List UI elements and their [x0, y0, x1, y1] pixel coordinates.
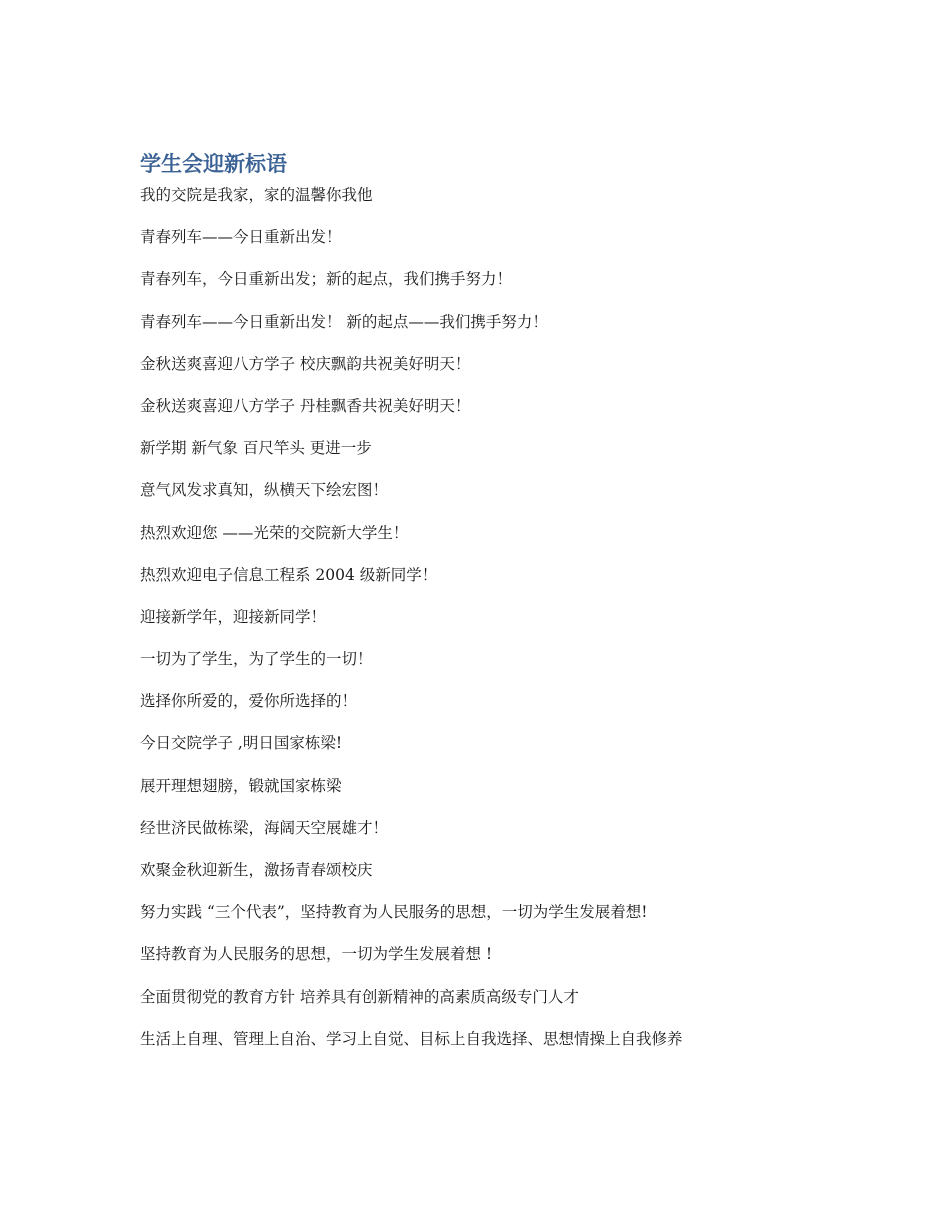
- slogan-line: 青春列车——今日重新出发！ 新的起点——我们携手努力！: [140, 312, 548, 331]
- slogan-list: [140, 181, 900, 1067]
- slogan-line: 迎接新学年，迎接新同学！: [140, 607, 327, 626]
- slogan-line: 金秋送爽喜迎八方学子 校庆飘韵共祝美好明天！: [140, 354, 471, 373]
- slogan-line: 欢聚金秋迎新生，激扬青春颂校庆: [140, 861, 373, 879]
- slogan-line: 坚持教育为人民服务的思想，一切为学生发展着想 !: [140, 945, 493, 964]
- slogan-line: 一切为了学生，为了学生的一切！: [140, 650, 373, 669]
- slogan-line: 选择你所爱的，爱你所选择的！: [140, 692, 358, 711]
- slogan-line: 努力实践 “三个代表”，坚持教育为人民服务的思想，一切为学生发展着想!: [140, 903, 648, 922]
- slogan-line: 意气风发求真知，纵横天下绘宏图！: [140, 481, 389, 500]
- slogan-line: 今日交院学子 ,明日国家栋梁!: [140, 734, 343, 753]
- slogan-line: 热烈欢迎您 ——光荣的交院新大学生！: [140, 523, 409, 542]
- slogan-line: 全面贯彻党的教育方针 培养具有创新精神的高素质高级专门人才: [140, 987, 579, 1006]
- slogan-line: 生活上自理、管理上自治、学习上自觉、目标上自我选择、思想情操上自我修养: [140, 1029, 683, 1048]
- slogan-line: 热烈欢迎电子信息工程系 2004 级新同学！: [140, 565, 438, 584]
- slogan-line: 青春列车——今日重新出发！: [140, 228, 342, 247]
- slogan-line: 新学期 新气象 百尺竿头 更进一步: [140, 439, 372, 458]
- document-title: 学生会迎新标语: [140, 152, 287, 176]
- slogan-line: 金秋送爽喜迎八方学子 丹桂飘香共祝美好明天！: [140, 396, 471, 415]
- slogan-line: 展开理想翅膀，锻就国家栋梁: [140, 776, 342, 795]
- slogan-line: 我的交院是我家，家的温馨你我他: [140, 186, 373, 204]
- slogan-line: 青春列车，今日重新出发；新的起点，我们携手努力！: [140, 270, 513, 289]
- slogan-line: 经世济民做栋梁，海阔天空展雄才！: [140, 818, 389, 837]
